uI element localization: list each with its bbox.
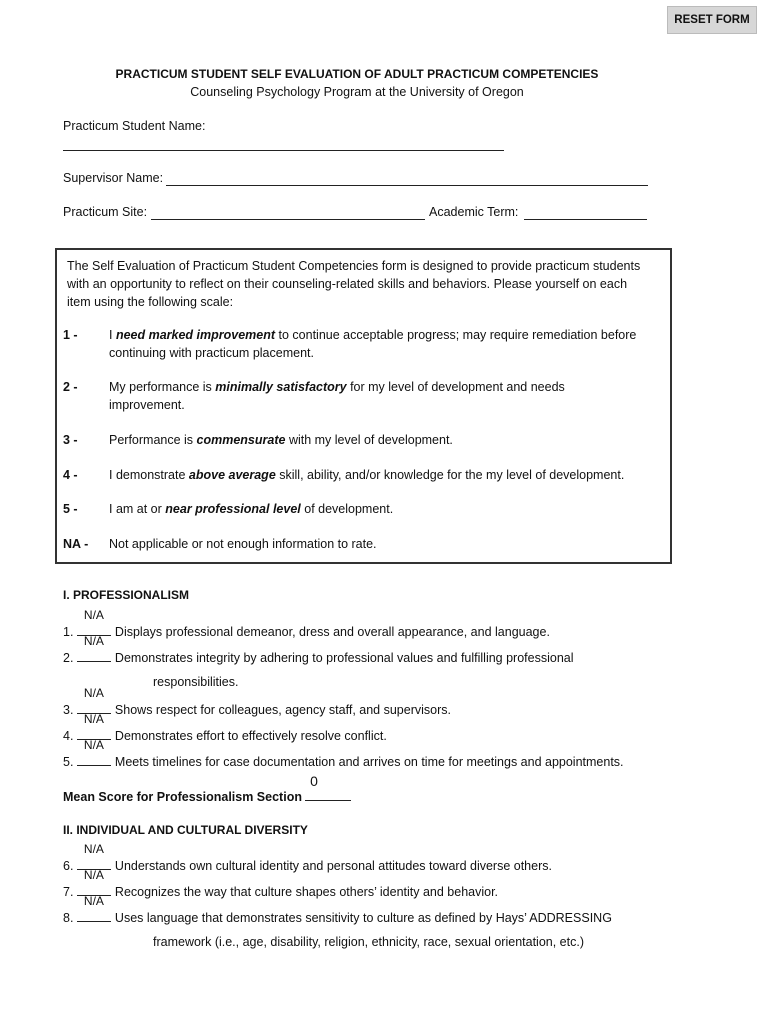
scale-desc: Performance is commensurate with my level of development. xyxy=(109,433,453,447)
scale-key: 5 - xyxy=(63,502,78,516)
mean-score-professionalism: Mean Score for Professionalism Section 0 xyxy=(63,788,351,804)
scale-desc: Not applicable or not enough information to rate. xyxy=(109,537,377,551)
supervisor-name-field[interactable] xyxy=(166,173,648,186)
practicum-site-label: Practicum Site: xyxy=(63,205,148,219)
scale-desc: I need marked improvement to continue acceptable progress; may require remediation before continuing with practicum placement. xyxy=(109,328,637,360)
rating-field[interactable]: N/A xyxy=(77,649,111,662)
scale-desc: I demonstrate above average skill, ability, and/or knowledge for the my level of development. xyxy=(109,468,625,482)
item-7: 7. N/A Recognizes the way that culture shapes others’ identity and behavior. xyxy=(63,868,499,899)
reset-form-button[interactable]: RESET FORM xyxy=(667,6,757,34)
section-heading-professionalism: I. PROFESSIONALISM xyxy=(63,588,190,602)
rating-field[interactable]: N/A xyxy=(77,857,111,870)
mean-score-field[interactable]: 0 xyxy=(305,788,351,801)
student-name-field[interactable] xyxy=(63,138,504,151)
rating-scale-box xyxy=(55,248,672,564)
rating-field[interactable]: N/A xyxy=(77,727,111,740)
rating-field[interactable]: N/A xyxy=(77,623,111,636)
item-8-continuation: framework (i.e., age, disability, religion, ethnicity, race, sexual orientation, etc.) xyxy=(153,935,584,949)
form-subtitle: Counseling Psychology Program at the University of Oregon xyxy=(190,85,524,99)
academic-term-field[interactable] xyxy=(524,207,647,220)
scale-intro: The Self Evaluation of Practicum Student Competencies form is designed to provide practicum students with an opportunity to reflect on their counseling-related skills and behaviors. Please yourself on each item using the following scale: xyxy=(67,259,641,309)
rating-field[interactable]: N/A xyxy=(77,753,111,766)
scale-desc: My performance is minimally satisfactory for my level of development and needs improvement. xyxy=(109,380,565,412)
rating-field[interactable]: N/A xyxy=(77,909,111,922)
practicum-site-field[interactable] xyxy=(151,207,425,220)
item-1: 1. N/A Displays professional demeanor, dress and overall appearance, and language. xyxy=(63,608,550,639)
item-3: 3. N/A Shows respect for colleagues, agency staff, and supervisors. xyxy=(63,686,451,717)
scale-key: NA - xyxy=(63,537,89,551)
item-8: 8. N/A Uses language that demonstrates sensitivity to culture as defined by Hays’ ADDRESSING xyxy=(63,894,612,925)
item-5: 5. N/A Meets timelines for case documentation and arrives on time for meetings and appointments. xyxy=(63,738,624,769)
scale-key: 2 - xyxy=(63,380,78,394)
form-title: PRACTICUM STUDENT SELF EVALUATION OF ADULT PRACTICUM COMPETENCIES xyxy=(115,67,599,81)
academic-term-label: Academic Term: xyxy=(429,205,519,219)
supervisor-name-label: Supervisor Name: xyxy=(63,171,164,185)
item-6: 6. N/A Understands own cultural identity and personal attitudes toward diverse others. xyxy=(63,842,552,873)
scale-desc: I am at or near professional level of development. xyxy=(109,502,394,516)
scale-key: 1 - xyxy=(63,328,78,342)
rating-field[interactable]: N/A xyxy=(77,883,111,896)
scale-key: 3 - xyxy=(63,433,78,447)
scale-key: 4 - xyxy=(63,468,78,482)
item-2-continuation: responsibilities. xyxy=(153,675,239,689)
student-name-label: Practicum Student Name: xyxy=(63,119,206,133)
item-4: 4. N/A Demonstrates effort to effectively resolve conflict. xyxy=(63,712,387,743)
section-heading-diversity: II. INDIVIDUAL AND CULTURAL DIVERSITY xyxy=(63,823,308,837)
item-2: 2. N/A Demonstrates integrity by adhering to professional values and fulfilling professional xyxy=(63,634,574,665)
rating-field[interactable]: N/A xyxy=(77,701,111,714)
